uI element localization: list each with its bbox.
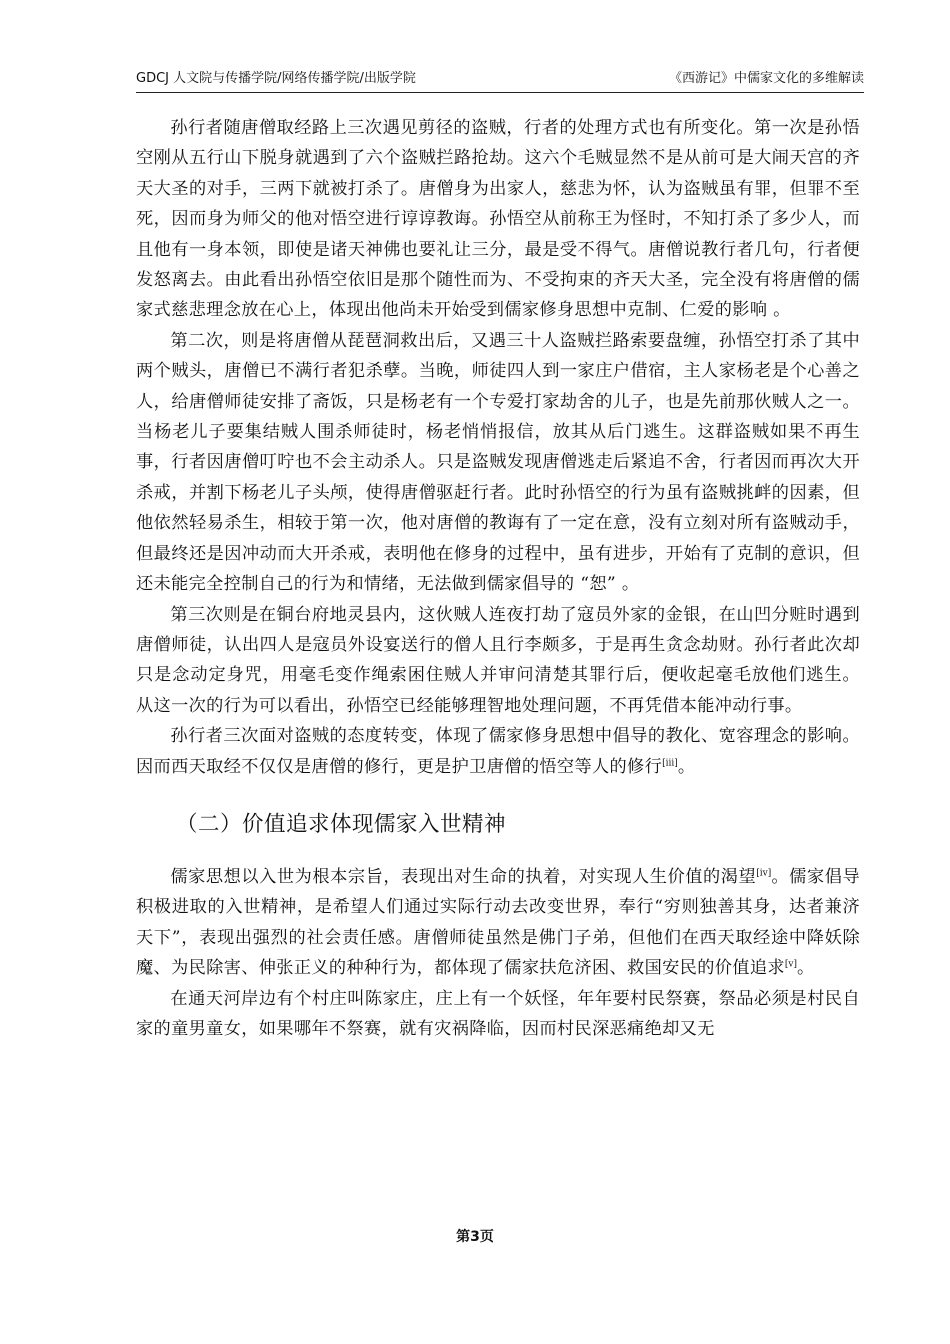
paragraph-second-encounter: 第二次，则是将唐僧从琵琶洞救出后，又遇三十人盗贼拦路索要盘缠，孙悟空打杀了其中两个贼头，唐僧已不满行者犯杀孽。当晚，师徒四人到一家庄户借宿，主人家杨老是个心善之人，给唐僧师徒安排了斋饭，只是杨老有一个专爱打家劫舍的儿子，也是先前那伙贼人之一。当杨老儿子要集结贼人围杀师徒时，杨老悄悄报信，放其从后门逃生。这群盗贼如果不再生事，行者因唐僧叮咛也不会主动杀人。只是盗贼发现唐僧逃走后紧追不舍，行者因而再次大开杀戒，并割下杨老儿子头颅，使得唐僧驱赶行者。此时孙悟空的行为虽有盗贼挑衅的因素，但他依然轻易杀生，相较于第一次，他对唐僧的教诲有了一定在意，没有立刻对所有盗贼动手，但最终还是因冲动而大开杀戒，表明他在修身的过程中，虽有进步，开始有了克制的意识，但还未能完全控制自己的行为和情绪，无法做到儒家倡导的 “恕” 。 xyxy=(136,330,860,595)
page-number: 第3页 xyxy=(456,1229,494,1245)
header-left-institution: GDCJ 人文院与传播学院/网络传播学院/出版学院 xyxy=(136,71,416,86)
worldliness-text-2: 。儒家倡导积极进取的入世精神，是希望人们通过实际行动去改变世界，奉行“穷则独善其身，达者兼济天下”，表现出强烈的社会责任感。唐僧师徒虽然是佛门子弟，但他们在西天取经途中降妖除魔、为民除害、伸张正义的种种行为，都体现了儒家扶危济困、救国安民的价值追求 xyxy=(136,866,860,979)
paragraph-summary xyxy=(136,721,860,782)
paragraph-confucian-worldliness xyxy=(136,862,860,984)
citation-ref: [v] xyxy=(784,959,797,970)
section-heading: （二）价值追求体现儒家入世精神 xyxy=(176,811,507,837)
citation-ref: [iii] xyxy=(662,757,678,768)
paragraph-first-encounter: 孙行者随唐僧取经路上三次遇见剪径的盗贼，行者的处理方式也有所变化。第一次是孙悟空刚从五行山下脱身就遇到了六个盗贼拦路抢劫。这六个毛贼显然不是从前可是大闹天宫的齐天大圣的对手，三两下就被打杀了。唐僧身为出家人，慈悲为怀，认为盗贼虽有罪，但罪不至死，因而身为师父的他对悟空进行谆谆教诲。孙悟空从前称王为怪时，不知打杀了多少人，而且他有一身本领，即使是诸天神佛也要礼让三分，最是受不得气。唐僧说教行者几句，行者便发怒离去。由此看出孙悟空依旧是那个随性而为、不受拘束的齐天大圣，完全没有将唐僧的儒家式慈悲理念放在心上，体现出他尚未开始受到儒家修身思想中克制、仁爱的影响 。 xyxy=(136,118,860,321)
page-header xyxy=(136,70,864,93)
paragraph-third-encounter: 第三次则是在铜台府地灵县内，这伙贼人连夜打劫了寇员外家的金银，在山凹分赃时遇到唐僧师徒，认出四人是寇员外设宴送行的僧人且行李颇多，于是再生贪念劫财。孙行者此次却只是念动定身咒，用毫毛变作绳索困住贼人并审问清楚其罪行后，便收起毫毛放他们逃生。 从这一次的行为可以看出，孙悟空已经能够理智地处理问题，不再凭借本能冲动行事。 xyxy=(136,604,860,716)
header-right-title: 《西游记》中儒家文化的多维解读 xyxy=(668,71,864,86)
summary-text: 孙行者三次面对盗贼的态度转变，体现了儒家修身思想中倡导的教化、宽容理念的影响。因而西天取经不仅仅是唐僧的修行，更是护卫唐僧的悟空等人的修行 xyxy=(136,726,860,777)
worldliness-text-1: 儒家思想以入世为根本宗旨，表现出对生命的执着，对实现人生价值的渴望 xyxy=(170,866,757,887)
citation-ref: [iv] xyxy=(756,868,772,879)
paragraph-chen-village: 在通天河岸边有个村庄叫陈家庄，庄上有一个妖怪，年年要村民祭赛，祭品必须是村民自家的童男童女，如果哪年不祭赛，就有灾祸降临，因而村民深恶痛绝却又无 xyxy=(136,988,860,1039)
summary-end: 。 xyxy=(677,756,696,777)
worldliness-text-3: 。 xyxy=(797,958,815,979)
page-content xyxy=(136,113,860,1044)
